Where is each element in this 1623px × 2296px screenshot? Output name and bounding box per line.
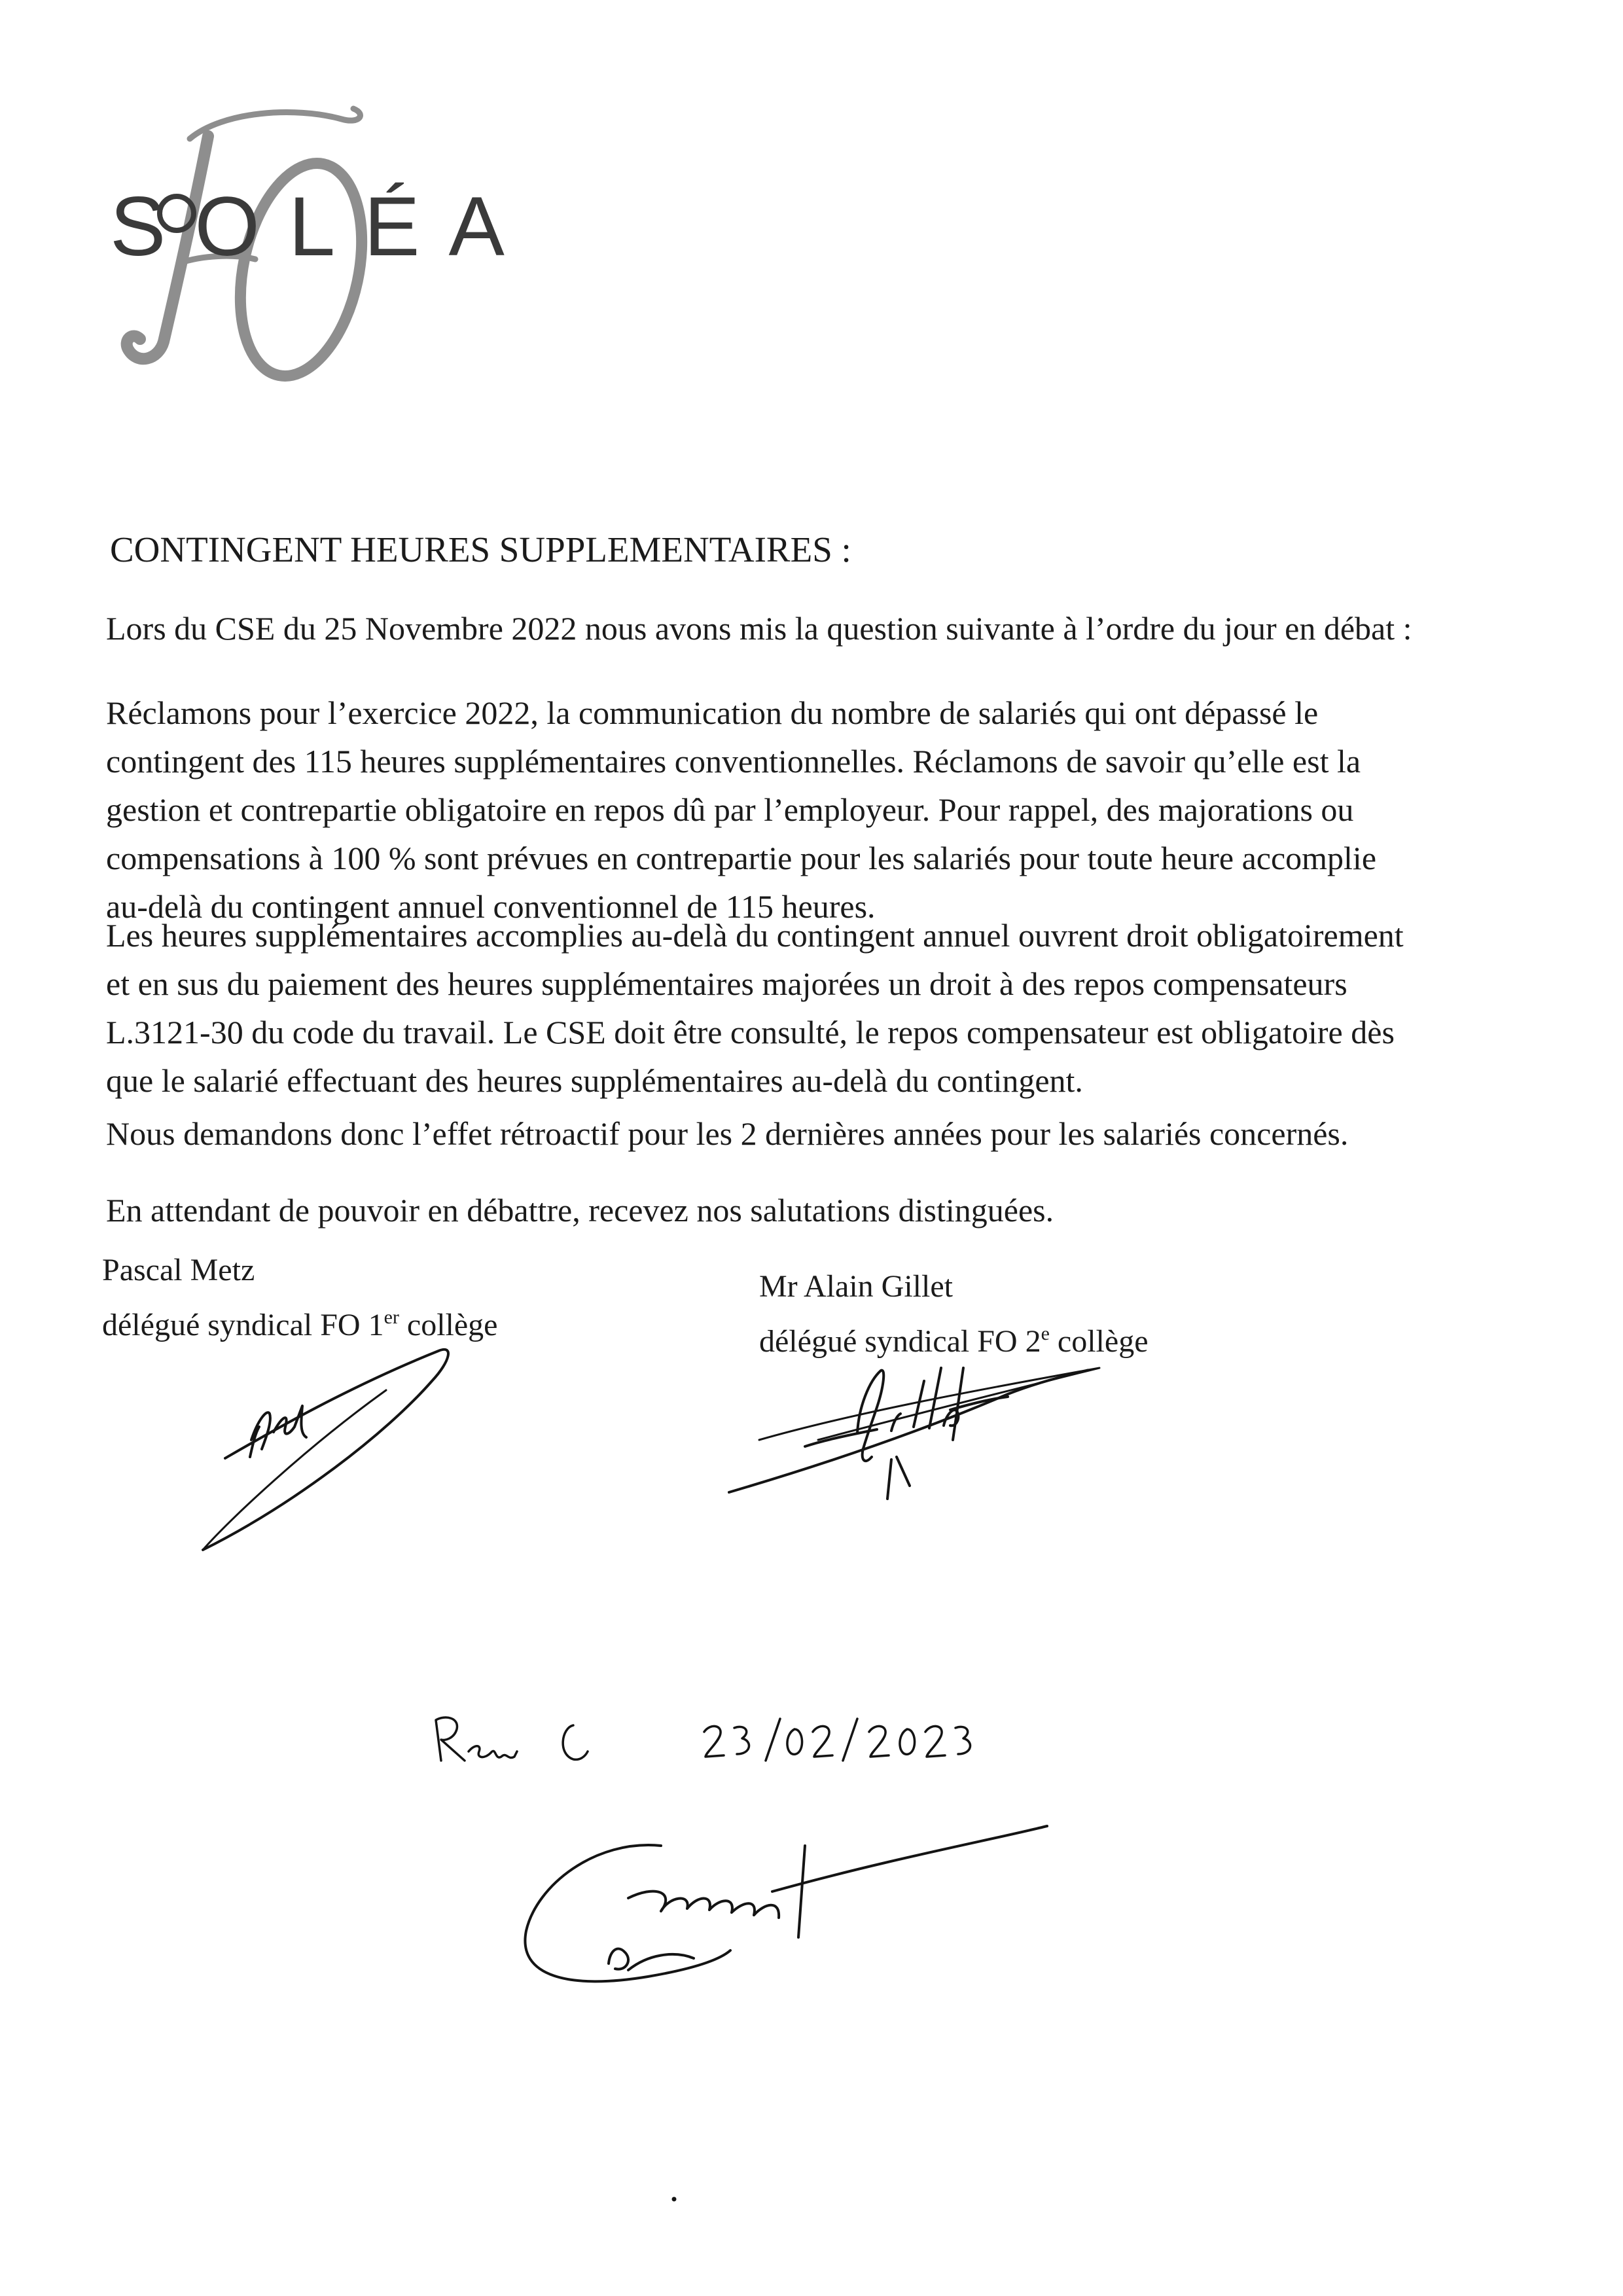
text-line: au-delà du contingent annuel conventionnel de 115 heures.: [106, 888, 876, 925]
handwritten-receipt-note: [419, 1689, 1008, 1780]
text-line: Lors du CSE du 25 Novembre 2022 nous avons mis la question suivante à l’ordre du jour en débat :: [106, 610, 1412, 647]
signature-pascal-metz: [190, 1335, 478, 1558]
text-line: gestion et contrepartie obligatoire en repos dû par l’employeur. Pour rappel, des majorations ou: [106, 791, 1354, 828]
signatory-1-block: [102, 1247, 497, 1349]
signatory-2-role: délégué syndical FO 2e collège: [759, 1323, 1149, 1359]
signatory-1-name: Pascal Metz: [102, 1253, 255, 1287]
text-line: Les heures supplémentaires accomplies au-delà du contingent annuel ouvrent droit obligatoirement: [106, 917, 1404, 954]
text-line: et en sus du paiement des heures supplémentaires majorées un droit à des repos compensateurs: [106, 965, 1347, 1002]
solea-wordmark: SOLÉA: [110, 180, 533, 274]
signatory-1-role: délégué syndical FO 1er collège: [102, 1306, 498, 1342]
ink-dot: [670, 2195, 678, 2203]
signatory-2-name: Mr Alain Gillet: [759, 1269, 953, 1304]
text-line: Réclamons pour l’exercice 2022, la communication du nombre de salariés qui ont dépassé le: [106, 694, 1319, 731]
text-line: contingent des 115 heures supplémentaires conventionnelles. Réclamons de savoir qu’elle est la: [106, 743, 1361, 780]
text-line: que le salarié effectuant des heures supplémentaires au-delà du contingent.: [106, 1062, 1083, 1099]
text-line: En attendant de pouvoir en débattre, recevez nos salutations distinguées.: [106, 1192, 1054, 1229]
text-line: compensations à 100 % sont prévues en contrepartie pour les salariés pour toute heure accomplie: [106, 840, 1377, 876]
signature-alain-gillet: [720, 1342, 1113, 1512]
text-line: Nous demandons donc l’effet rétroactif pour les 2 dernières années pour les salariés concernés.: [106, 1115, 1349, 1152]
text-line: L.3121-30 du code du travail. Le CSE doit être consulté, le repos compensateur est obligatoire dès: [106, 1014, 1395, 1050]
signature-receiver: [497, 1820, 1060, 2029]
document-heading: CONTINGENT HEURES SUPPLEMENTAIRES :: [110, 529, 851, 569]
